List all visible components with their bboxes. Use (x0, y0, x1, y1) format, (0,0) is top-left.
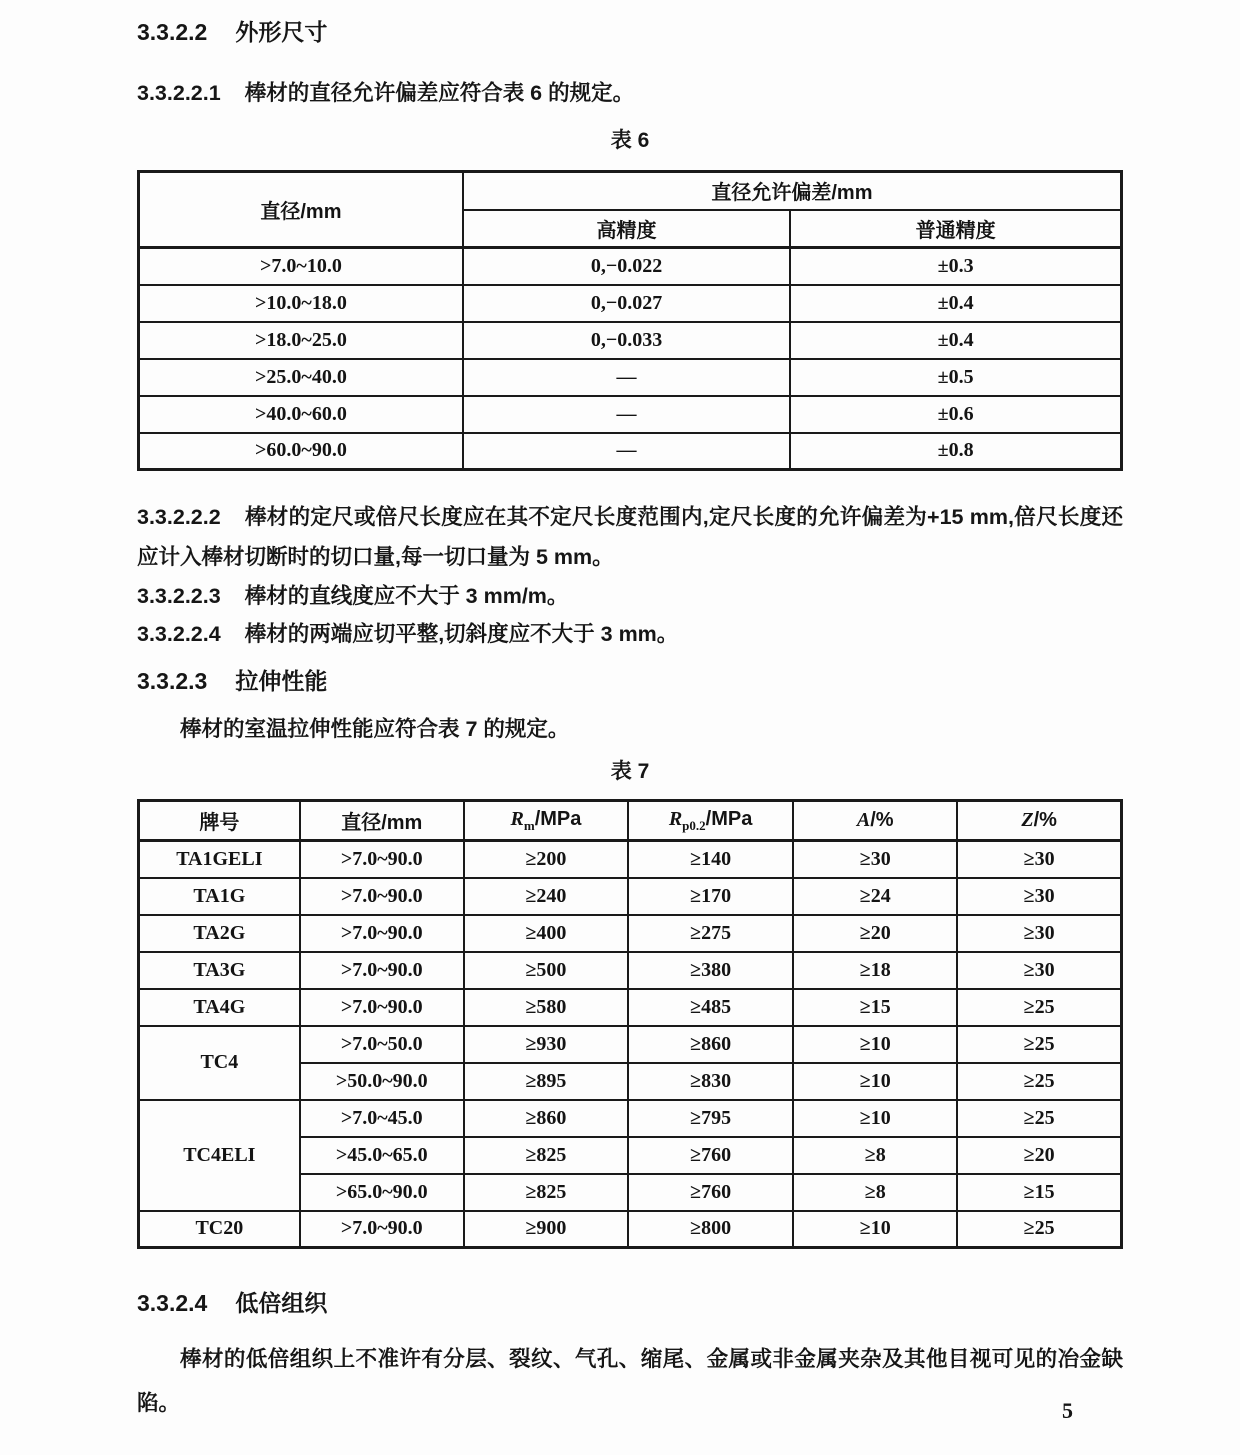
table-row (139, 359, 1122, 396)
table-cell: ≥170 (628, 878, 793, 915)
table-row (139, 915, 1122, 952)
table-cell: ±0.6 (790, 396, 1121, 433)
table-cell: >40.0~60.0 (139, 396, 463, 433)
section-number: 3.3.2.4 (137, 1290, 208, 1316)
col-header-diameter: 直径/mm (300, 801, 464, 841)
table-cell: ≥10 (793, 1100, 957, 1137)
table-cell: >18.0~25.0 (139, 322, 463, 359)
table7-header-row (139, 801, 1122, 841)
table-cell: ≥240 (464, 878, 628, 915)
table-cell: ≥825 (464, 1137, 628, 1174)
table-cell: ≥25 (957, 1100, 1121, 1137)
grade-cell: TA4G (139, 989, 300, 1026)
table-row (139, 433, 1122, 470)
clause-text: 棒材的两端应切平整,切斜度应不大于 3 mm。 (244, 622, 679, 646)
table-cell: ≥895 (464, 1063, 628, 1100)
grade-cell: TA1GELI (139, 841, 300, 878)
table-cell: ≥24 (793, 878, 957, 915)
col-header-grade: 牌号 (139, 801, 300, 841)
table-row (139, 952, 1122, 989)
clause-text: 棒材的定尺或倍尺长度应在其不定尺长度范围内,定尺长度的允许偏差为+15 mm,倍尺长度还应计入棒材切断时的切口量,每一切口量为 5 mm。 (137, 505, 1123, 569)
table-cell: ≥275 (628, 915, 793, 952)
table7 (137, 799, 1123, 1249)
table-cell: ≥30 (957, 915, 1121, 952)
table-cell: 0,−0.022 (463, 248, 790, 285)
table-cell: ≥30 (793, 841, 957, 878)
table-cell: ≥760 (628, 1137, 793, 1174)
table-cell: ≥30 (957, 841, 1121, 878)
table-row (139, 396, 1122, 433)
table7-caption: 表 7 (610, 760, 650, 783)
paragraph-macrostructure: 棒材的低倍组织上不准许有分层、裂纹、气孔、缩尾、金属或非金属夹杂及其他目视可见的冶金缺陷。 (137, 1347, 1123, 1415)
table-row (139, 322, 1122, 359)
table-cell: ±0.3 (790, 248, 1121, 285)
clause-length (137, 497, 1123, 577)
table-cell: ≥15 (957, 1174, 1121, 1211)
table-cell: ≥25 (957, 1063, 1121, 1100)
table6 (137, 170, 1123, 471)
table-cell: — (463, 433, 790, 470)
col-header-reduction: Z/% (957, 801, 1121, 841)
heading-tensile-properties (137, 665, 1123, 697)
table-row (139, 285, 1122, 322)
table-cell: >50.0~90.0 (300, 1063, 464, 1100)
table-cell: ≥930 (464, 1026, 628, 1063)
table-cell: ≥20 (793, 915, 957, 952)
table-cell: ≥485 (628, 989, 793, 1026)
table-cell: ±0.4 (790, 322, 1121, 359)
clause-number: 3.3.2.2.4 (137, 622, 221, 646)
table-row (139, 841, 1122, 878)
table-cell: ≥380 (628, 952, 793, 989)
table6-body (139, 248, 1122, 470)
table-cell: ≥860 (464, 1100, 628, 1137)
grade-cell: TA3G (139, 952, 300, 989)
table-cell: >7.0~90.0 (300, 841, 464, 878)
table6-caption: 表 6 (610, 129, 650, 152)
table-cell: ≥580 (464, 989, 628, 1026)
table-cell: ≥795 (628, 1100, 793, 1137)
table-row (139, 248, 1122, 285)
table-row (139, 1026, 1122, 1063)
grade-cell: TC4ELI (139, 1100, 300, 1211)
table-cell: ≥25 (957, 1211, 1121, 1248)
table-cell: >10.0~18.0 (139, 285, 463, 322)
heading-outline-dimensions (137, 16, 1123, 48)
table-cell: >7.0~90.0 (300, 989, 464, 1026)
table-cell: >7.0~90.0 (300, 878, 464, 915)
section-title: 拉伸性能 (235, 668, 328, 694)
table-cell: ≥200 (464, 841, 628, 878)
table-cell: ≥500 (464, 952, 628, 989)
table-cell: 0,−0.033 (463, 322, 790, 359)
grade-cell: TC4 (139, 1026, 300, 1100)
clause-text: 棒材的直径允许偏差应符合表 6 的规定。 (244, 81, 635, 105)
section-title: 低倍组织 (235, 1290, 328, 1316)
heading-macrostructure (137, 1287, 1123, 1319)
clause-number: 3.3.2.2.2 (137, 505, 221, 529)
col-header-rp02: $R_{p0.2}$/MPa (628, 801, 793, 841)
col-header-elongation: A/% (793, 801, 957, 841)
table-cell: ≥825 (464, 1174, 628, 1211)
table-cell: >7.0~10.0 (139, 248, 463, 285)
table-cell: — (463, 396, 790, 433)
table-cell: >7.0~45.0 (300, 1100, 464, 1137)
table-cell: >65.0~90.0 (300, 1174, 464, 1211)
table-cell: ≥30 (957, 878, 1121, 915)
grade-cell: TA2G (139, 915, 300, 952)
clause-straightness (137, 577, 1123, 615)
table-cell: ±0.8 (790, 433, 1121, 470)
table-row (139, 878, 1122, 915)
table-cell: ≥20 (957, 1137, 1121, 1174)
table-cell: ≥8 (793, 1174, 957, 1211)
table-cell: >7.0~90.0 (300, 952, 464, 989)
table-cell: >7.0~90.0 (300, 1211, 464, 1248)
col-header-normal-precision: 普通精度 (790, 210, 1121, 248)
table-cell: ±0.4 (790, 285, 1121, 322)
page-content (137, 0, 1123, 1425)
table-row (139, 989, 1122, 1026)
table-cell: ≥10 (793, 1063, 957, 1100)
grade-cell: TA1G (139, 878, 300, 915)
section-number: 3.3.2.2 (137, 19, 208, 45)
table-cell: ≥900 (464, 1211, 628, 1248)
table-cell: ≥8 (793, 1137, 957, 1174)
table-cell: ≥10 (793, 1026, 957, 1063)
table-cell: ≥830 (628, 1063, 793, 1100)
section-number: 3.3.2.3 (137, 668, 208, 694)
clause-number: 3.3.2.2.1 (137, 81, 221, 105)
table-cell: ≥860 (628, 1026, 793, 1063)
table-cell: ≥800 (628, 1211, 793, 1248)
clause-end-cut (137, 615, 1123, 653)
table-cell: ≥140 (628, 841, 793, 878)
table-cell: ≥15 (793, 989, 957, 1026)
table-cell: >7.0~90.0 (300, 915, 464, 952)
table-cell: >25.0~40.0 (139, 359, 463, 396)
grade-cell: TC20 (139, 1211, 300, 1248)
table-cell: ≥400 (464, 915, 628, 952)
table-row (139, 1211, 1122, 1248)
clause-text: 棒材的直线度应不大于 3 mm/m。 (244, 584, 569, 608)
table-cell: — (463, 359, 790, 396)
table-cell: ≥25 (957, 1026, 1121, 1063)
paragraph-tensile-intro: 棒材的室温拉伸性能应符合表 7 的规定。 (180, 717, 570, 741)
table-cell: ≥25 (957, 989, 1121, 1026)
col-header-high-precision: 高精度 (463, 210, 790, 248)
page-number: 5 (1062, 1398, 1073, 1423)
table7-body (139, 841, 1122, 1248)
table-cell: ≥18 (793, 952, 957, 989)
clause-diameter-deviation (137, 74, 1123, 112)
table-cell: >45.0~65.0 (300, 1137, 464, 1174)
col-header-deviation-group: 直径允许偏差/mm (463, 172, 1122, 210)
clause-number: 3.3.2.2.3 (137, 584, 221, 608)
section-title: 外形尺寸 (235, 19, 328, 45)
table-cell: >7.0~50.0 (300, 1026, 464, 1063)
col-header-diameter: 直径/mm (139, 172, 463, 248)
table-cell: 0,−0.027 (463, 285, 790, 322)
table-cell: ±0.5 (790, 359, 1121, 396)
col-header-rm: $R_m$/MPa (464, 801, 628, 841)
table-cell: ≥10 (793, 1211, 957, 1248)
table-row (139, 1100, 1122, 1137)
table-cell: >60.0~90.0 (139, 433, 463, 470)
table-cell: ≥30 (957, 952, 1121, 989)
table6-header-row (139, 172, 1122, 210)
table-cell: ≥760 (628, 1174, 793, 1211)
